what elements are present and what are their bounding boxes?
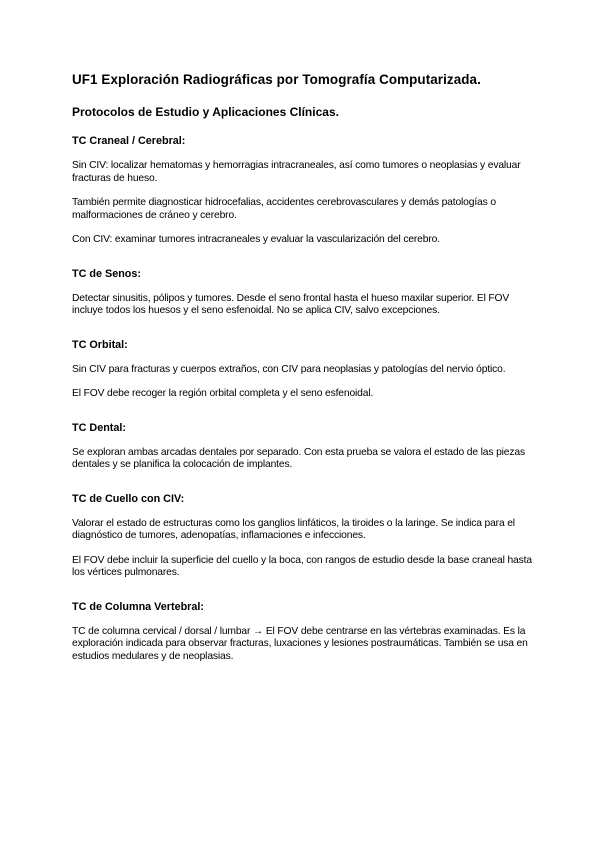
section-heading: TC de Cuello con CIV:	[72, 492, 185, 505]
section-heading: TC de Columna Vertebral:	[72, 600, 204, 613]
section-tc-orbital	[72, 338, 540, 401]
paragraph: El FOV debe recoger la región orbital completa y el seno esfenoidal.	[72, 388, 374, 399]
paragraph: El FOV debe incluir la superficie del cuello y la boca, con rangos de estudio desde la base craneal hasta los vértices pulmonares.	[72, 554, 532, 578]
section-heading: TC Dental:	[72, 421, 126, 434]
paragraph: Se exploran ambas arcadas dentales por separado. Con esta prueba se valora el estado de las piezas dentales y se planifica la colocación de implantes.	[72, 446, 525, 470]
document-title: UF1 Exploración Radiográficas por Tomografía Computarizada.	[72, 72, 481, 87]
paragraph: TC de columna cervical / dorsal / lumbar → El FOV debe centrarse en las vértebras examinadas. Es la exploración indicada para observar fracturas, luxaciones y lesiones postraumáticas. También se usa en estudios medulares y de neoplasias.	[72, 625, 528, 662]
section-tc-senos	[72, 267, 540, 318]
paragraph: Detectar sinusitis, pólipos y tumores. Desde el seno frontal hasta el hueso maxilar superior. El FOV incluye todos los huesos y el seno esfenoidal. No se aplica CIV, salvo excepciones.	[72, 292, 510, 316]
paragraph: Sin CIV para fracturas y cuerpos extraños, con CIV para neoplasias y patologías del nervio óptico.	[72, 363, 506, 375]
paragraph: Valorar el estado de estructuras como los ganglios linfáticos, la tiroides o la laringe. Se indica para el diagnóstico de tumores, adenopatías, inflamaciones e infecciones.	[72, 517, 515, 541]
paragraph: Sin CIV: localizar hematomas y hemorragias intracraneales, así como tumores o neoplasias y evaluar fracturas de hueso.	[72, 160, 521, 184]
section-heading: TC Craneal / Cerebral:	[72, 135, 186, 147]
paragraph: Con CIV: examinar tumores intracraneales y evaluar la vascularización del cerebro.	[72, 234, 440, 245]
document-subtitle: Protocolos de Estudio y Aplicaciones Clínicas.	[72, 105, 339, 119]
section-tc-cuello	[72, 492, 540, 580]
section-tc-dental	[72, 421, 540, 472]
section-tc-columna	[72, 600, 540, 664]
section-heading: TC de Senos:	[72, 267, 141, 280]
paragraph: También permite diagnosticar hidrocefalias, accidentes cerebrovasculares y demás patologías o malformaciones de cráneo y cerebro.	[72, 197, 496, 221]
section-heading: TC Orbital:	[72, 338, 128, 351]
section-tc-craneal	[72, 134, 540, 247]
